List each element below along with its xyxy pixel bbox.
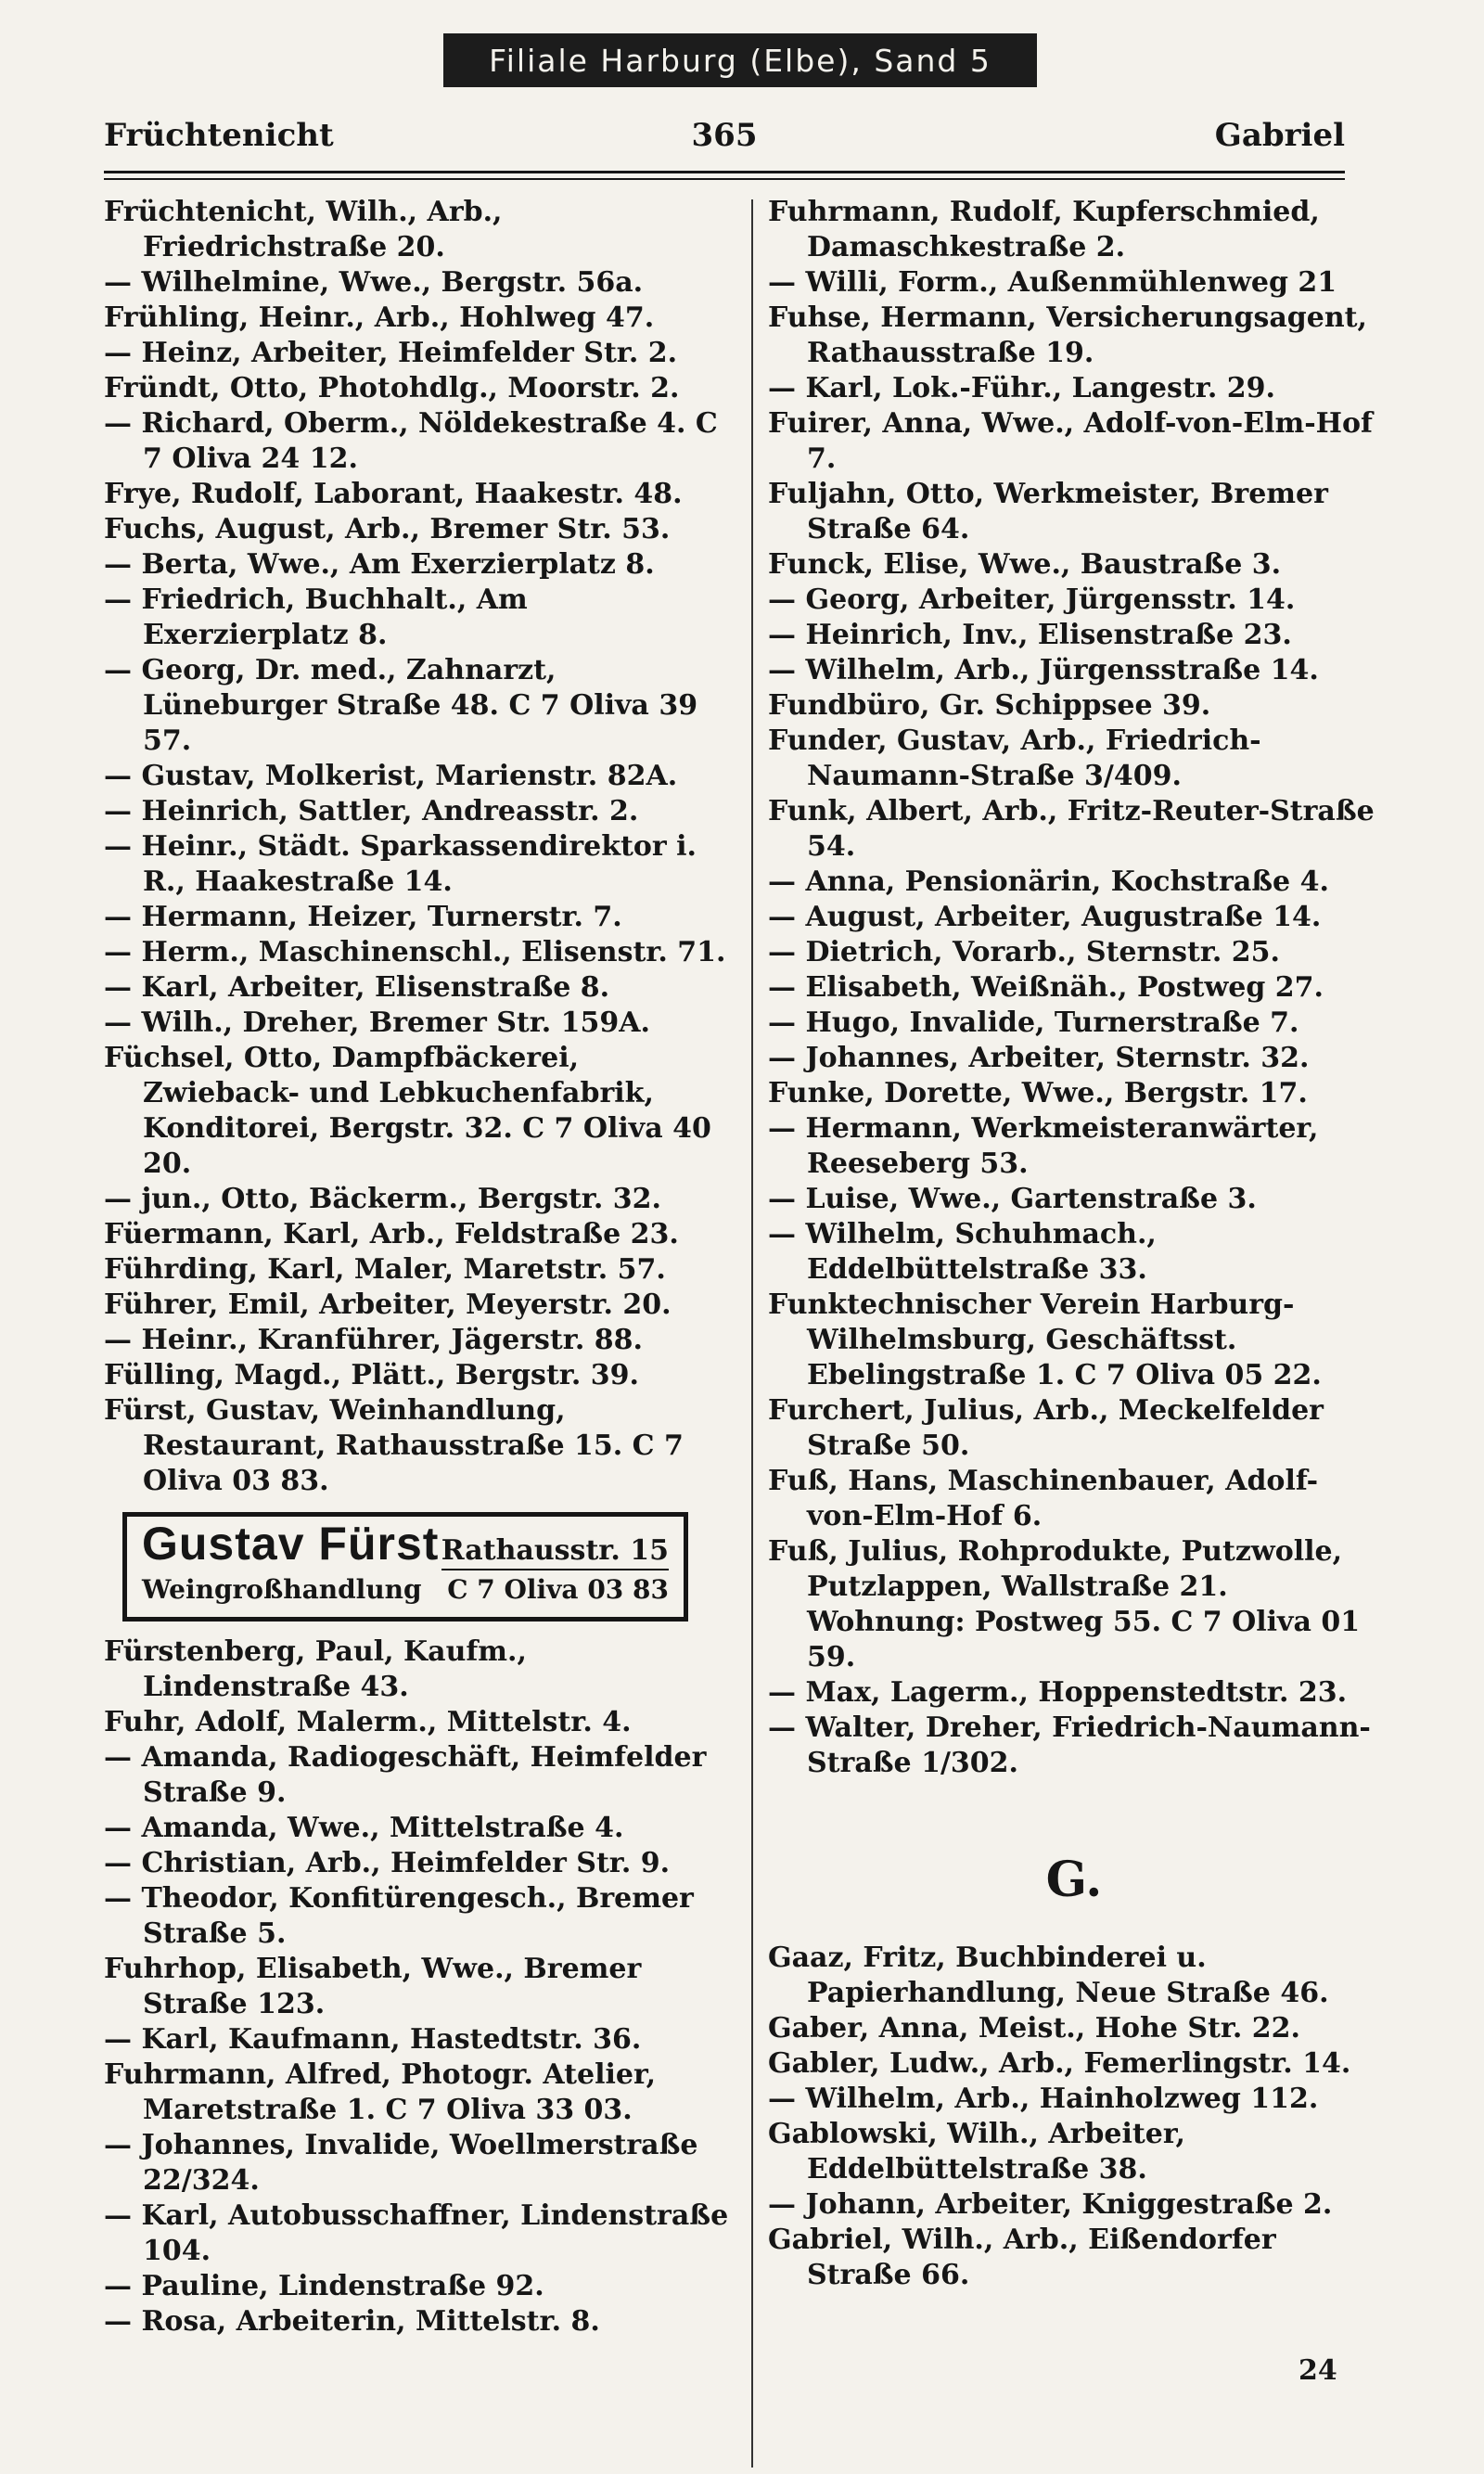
directory-entry: — Johann, Arbeiter, Kniggestraße 2. <box>768 2188 1333 2221</box>
directory-entry: — Pauline, Lindenstraße 92. <box>104 2270 544 2302</box>
directory-entry: — Hugo, Invalide, Turnerstraße 7. <box>768 1006 1299 1039</box>
directory-entry: Furchert, Julius, Arb., Meckelfelder Straße 50. <box>768 1394 1324 1462</box>
ad-business: Weingroßhandlung <box>142 1574 422 1605</box>
directory-entry: — Hermann, Werkmeisteranwärter, Reeseberg 53. <box>768 1112 1319 1180</box>
directory-entry: — August, Arbeiter, Augustraße 14. <box>768 901 1322 933</box>
left-entries-continued <box>104 1634 736 2339</box>
right-entries-g <box>768 1941 1380 2293</box>
right-column <box>768 195 1380 2293</box>
directory-entry: — Amanda, Wwe., Mittelstraße 4. <box>104 1812 624 1844</box>
directory-entry: Fuhrmann, Alfred, Photogr. Atelier, Maretstraße 1. C 7 Oliva 33 03. <box>104 2058 657 2126</box>
directory-entry: — Georg, Dr. med., Zahnarzt, Lüneburger Straße 48. C 7 Oliva 39 57. <box>104 654 698 757</box>
directory-entry: Fuß, Hans, Maschinenbauer, Adolf-von-Elm-Hof 6. <box>768 1465 1319 1532</box>
directory-entry: — Wilhelm, Arb., Hainholzweg 112. <box>768 2083 1319 2115</box>
right-entries <box>768 195 1380 1534</box>
left-column <box>104 195 736 2339</box>
directory-entry: — Wilhelm, Schuhmach., Eddelbüttelstraße 33. <box>768 1218 1157 1286</box>
directory-entry: Gablowski, Wilh., Arbeiter, Eddelbüttelstraße 38. <box>768 2118 1185 2186</box>
directory-entry: Fuhse, Hermann, Versicherungsagent, Rathausstraße 19. <box>768 301 1367 369</box>
directory-entry: — Georg, Arbeiter, Jürgensstr. 14. <box>768 583 1296 616</box>
directory-entry: Fürst, Gustav, Weinhandlung, Restaurant, Rathausstraße 15. C 7 Oliva 03 83. <box>104 1394 684 1497</box>
directory-entry: — Heinr., Kranführer, Jägerstr. 88. <box>104 1324 643 1356</box>
directory-entry: — jun., Otto, Bäckerm., Bergstr. 32. <box>104 1183 661 1215</box>
directory-entry: — Elisabeth, Weißnäh., Postweg 27. <box>768 971 1324 1004</box>
directory-entry: Frühling, Heinr., Arb., Hohlweg 47. <box>104 301 655 334</box>
left-entries <box>104 195 736 1499</box>
directory-entry: Gabler, Ludw., Arb., Femerlingstr. 14. <box>768 2047 1351 2080</box>
directory-entry: Fuhr, Adolf, Malerm., Mittelstr. 4. <box>104 1706 632 1738</box>
directory-entry: Fundbüro, Gr. Schippsee 39. <box>768 689 1211 722</box>
directory-entry: — Luise, Wwe., Gartenstraße 3. <box>768 1183 1257 1215</box>
header-rule-thin <box>104 178 1345 180</box>
directory-entry-bold: Fuß, Julius, Rohprodukte, Putzwolle, Putzlappen, Wallstraße 21. Wohnung: Postweg 55. C 7 Oliva 01 59. <box>768 1535 1361 1673</box>
ad-phone: C 7 Oliva 03 83 <box>447 1574 669 1605</box>
directory-entry: — Gustav, Molkerist, Marienstr. 82A. <box>104 760 678 792</box>
right-entries-continued <box>768 1675 1380 1781</box>
directory-entry: — Anna, Pensionärin, Kochstraße 4. <box>768 865 1329 898</box>
directory-entry: — Karl, Kaufmann, Hastedtstr. 36. <box>104 2023 642 2056</box>
directory-entry: — Friedrich, Buchhalt., Am Exerzierplatz 8. <box>104 583 528 651</box>
directory-entry: Funktechnischer Verein Harburg-Wilhelmsburg, Geschäftsst. Ebelingstraße 1. C 7 Oliva 05 22. <box>768 1288 1322 1391</box>
directory-entry: Fründt, Otto, Photohdlg., Moorstr. 2. <box>104 372 680 404</box>
directory-entry: Fürstenberg, Paul, Kaufm., Lindenstraße 43. <box>104 1635 527 1703</box>
directory-entry: Fuchs, August, Arb., Bremer Str. 53. <box>104 513 671 545</box>
directory-entry: — Heinrich, Sattler, Andreasstr. 2. <box>104 795 639 827</box>
directory-entry: — Wilhelm, Arb., Jürgensstraße 14. <box>768 654 1319 686</box>
directory-entry: — Willi, Form., Außenmühlenweg 21 <box>768 266 1337 299</box>
directory-entry: — Heinz, Arbeiter, Heimfelder Str. 2. <box>104 337 678 369</box>
directory-entry: Gaber, Anna, Meist., Hohe Str. 22. <box>768 2012 1300 2045</box>
page-header <box>104 117 1345 163</box>
branch-banner: Filiale Harburg (Elbe), Sand 5 <box>443 33 1037 87</box>
directory-entry: — Christian, Arb., Heimfelder Str. 9. <box>104 1847 671 1879</box>
directory-entry: Fuirer, Anna, Wwe., Adolf-von-Elm-Hof 7. <box>768 407 1373 475</box>
directory-entry: Gaaz, Fritz, Buchbinderei u. Papierhandlung, Neue Straße 46. <box>768 1942 1329 2009</box>
directory-entry: — Max, Lagerm., Hoppenstedtstr. 23. <box>768 1676 1348 1709</box>
directory-entry: — Amanda, Radiogeschäft, Heimfelder Straße 9. <box>104 1741 707 1809</box>
directory-entry: Fuljahn, Otto, Werkmeister, Bremer Straße 64. <box>768 478 1328 545</box>
directory-entry: Früchtenicht, Wilh., Arb., Friedrichstraße 20. <box>104 196 503 263</box>
directory-entry: Gabriel, Wilh., Arb., Eißendorfer Straße 66. <box>768 2224 1276 2291</box>
directory-entry: Fuhrmann, Rudolf, Kupferschmied, Damaschkestraße 2. <box>768 196 1320 263</box>
directory-entry: Funck, Elise, Wwe., Baustraße 3. <box>768 548 1282 581</box>
directory-entry: Führer, Emil, Arbeiter, Meyerstr. 20. <box>104 1288 672 1321</box>
advertisement-box <box>122 1512 688 1622</box>
column-divider <box>751 199 753 2468</box>
directory-entry: Füchsel, Otto, Dampfbäckerei, Zwieback- und Lebkuchenfabrik, Konditorei, Bergstr. 32. C 7 Oliva 40 20. <box>104 1042 711 1180</box>
directory-entry: — Heinr., Städt. Sparkassendirektor i. R., Haakestraße 14. <box>104 830 697 898</box>
header-last-entry: Gabriel <box>1214 117 1345 154</box>
directory-entry: Führding, Karl, Maler, Maretstr. 57. <box>104 1253 666 1286</box>
footer-page-number: 24 <box>1298 2354 1337 2387</box>
directory-entry: — Richard, Oberm., Nöldekestraße 4. C 7 Oliva 24 12. <box>104 407 718 475</box>
directory-entry: — Rosa, Arbeiterin, Mittelstr. 8. <box>104 2305 600 2338</box>
directory-entry: Fülling, Magd., Plätt., Bergstr. 39. <box>104 1359 639 1391</box>
ad-address: Rathausstr. 15 <box>441 1533 669 1570</box>
directory-entry: Fuhrhop, Elisabeth, Wwe., Bremer Straße 123. <box>104 1953 642 2020</box>
directory-entry: — Heinrich, Inv., Elisenstraße 23. <box>768 619 1292 651</box>
header-first-entry: Früchtenicht <box>104 117 334 154</box>
header-rule <box>104 171 1345 173</box>
directory-entry: Funk, Albert, Arb., Fritz-Reuter-Straße 54. <box>768 795 1375 863</box>
directory-entry: — Johannes, Invalide, Woellmerstraße 22/324. <box>104 2129 698 2197</box>
directory-entry: — Theodor, Konfitürengesch., Bremer Straße 5. <box>104 1882 694 1950</box>
directory-entry: — Karl, Lok.-Führ., Langestr. 29. <box>768 372 1275 404</box>
ad-company-name: Gustav Fürst <box>142 1518 440 1570</box>
directory-entry: — Hermann, Heizer, Turnerstr. 7. <box>104 901 622 933</box>
directory-entry: Funke, Dorette, Wwe., Bergstr. 17. <box>768 1077 1308 1109</box>
directory-entry: — Walter, Dreher, Friedrich-Naumann-Straße 1/302. <box>768 1711 1371 1779</box>
directory-entry: — Dietrich, Vorarb., Sternstr. 25. <box>768 936 1280 968</box>
directory-entry: — Berta, Wwe., Am Exerzierplatz 8. <box>104 548 655 581</box>
directory-entry: Füermann, Karl, Arb., Feldstraße 23. <box>104 1218 679 1250</box>
directory-entry: — Herm., Maschinenschl., Elisenstr. 71. <box>104 936 726 968</box>
directory-entry: — Karl, Arbeiter, Elisenstraße 8. <box>104 971 610 1004</box>
directory-entry: — Karl, Autobusschaffner, Lindenstraße 104. <box>104 2199 729 2267</box>
directory-entry: — Wilh., Dreher, Bremer Str. 159A. <box>104 1006 650 1039</box>
directory-entry: — Johannes, Arbeiter, Sternstr. 32. <box>768 1042 1310 1074</box>
directory-entry: Frye, Rudolf, Laborant, Haakestr. 48. <box>104 478 683 510</box>
page-number: 365 <box>691 117 758 154</box>
directory-entry: — Wilhelmine, Wwe., Bergstr. 56a. <box>104 266 644 299</box>
section-letter: G. <box>1045 1852 1103 1908</box>
directory-entry: Funder, Gustav, Arb., Friedrich-Naumann-Straße 3/409. <box>768 724 1261 792</box>
